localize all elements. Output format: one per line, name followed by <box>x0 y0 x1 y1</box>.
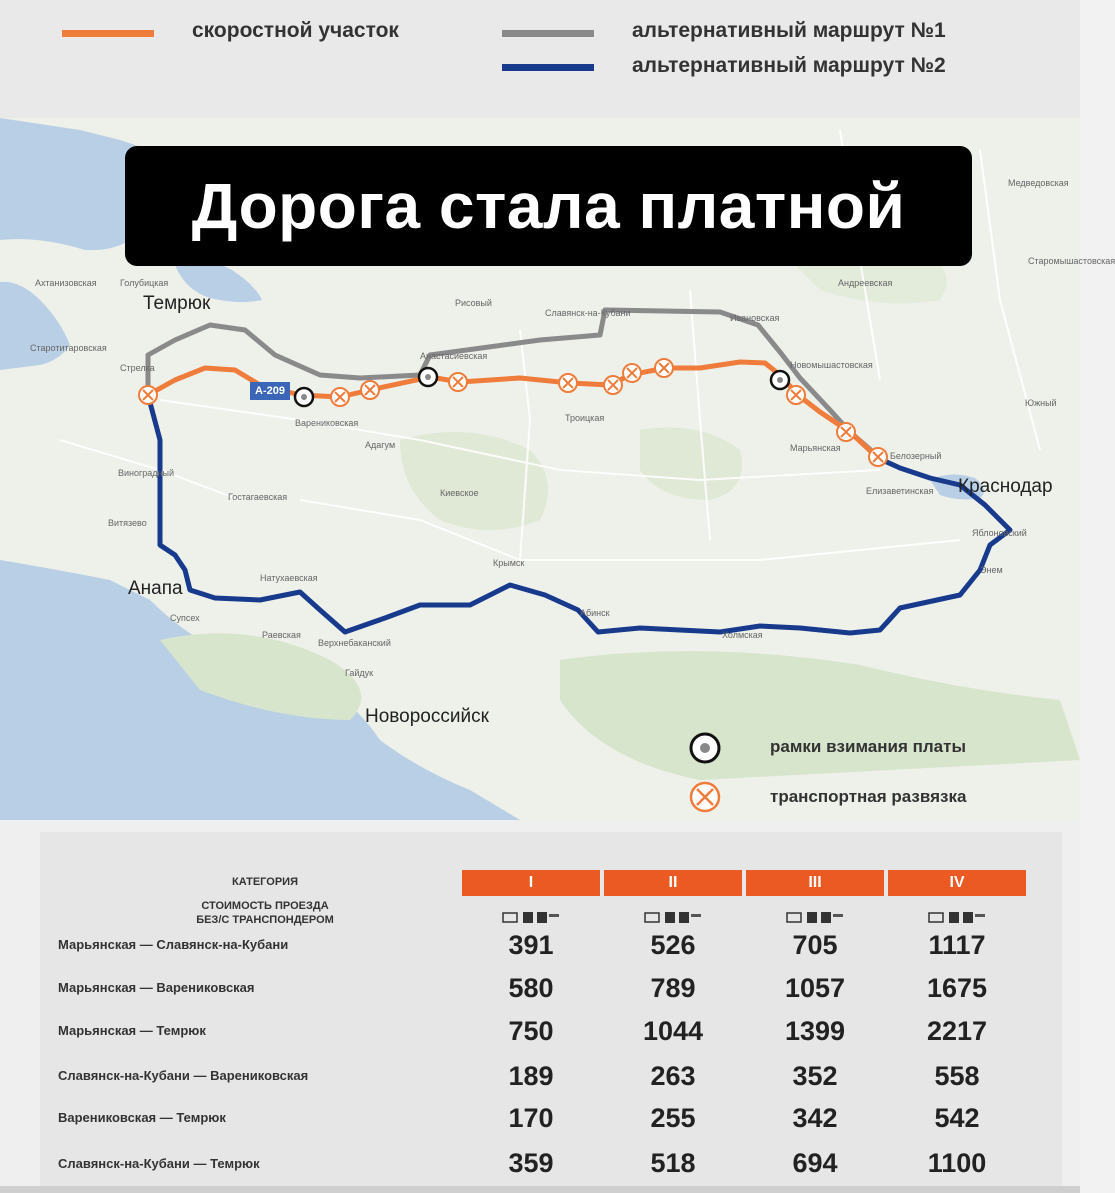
place-label: Варениковская <box>295 418 359 428</box>
toll-frame-icon <box>419 368 437 386</box>
transponder-icons <box>462 906 600 928</box>
interchange-icon <box>361 381 379 399</box>
interchange-legend-label: транспортная развязка <box>770 787 967 806</box>
place-label: Адагум <box>365 440 396 450</box>
price-cell: 359 <box>508 1148 554 1178</box>
title-banner <box>125 146 972 266</box>
price-cell: 391 <box>508 930 554 960</box>
category-heading: КАТЕГОРИЯ <box>232 876 298 888</box>
place-label: Ахтанизовская <box>35 278 97 288</box>
place-label: Верхнебаканский <box>318 638 391 648</box>
city-anapa: Анапа <box>128 578 183 599</box>
place-label: Витязево <box>108 518 147 528</box>
city-temryuk: Темрюк <box>143 293 211 314</box>
price-cell: 694 <box>792 1148 838 1178</box>
interchange-icon <box>139 386 157 404</box>
price-cell: 558 <box>934 1061 980 1091</box>
place-label: Ивановская <box>730 313 780 323</box>
place-label: Старотитаровская <box>30 343 107 353</box>
transponder-icons <box>746 906 884 928</box>
route-label: Славянск-на-Кубани — Варениковская <box>58 1068 309 1083</box>
interchange-icon <box>623 364 641 382</box>
route-label: Марьянская — Темрюк <box>58 1023 206 1038</box>
place-label: Энем <box>980 565 1003 575</box>
price-cell: 526 <box>650 930 696 960</box>
price-cell: 189 <box>508 1061 554 1091</box>
city-krasnodar: Краснодар <box>958 476 1053 497</box>
alt-route-1-label: альтернативный маршрут №1 <box>632 19 946 42</box>
price-cell: 263 <box>650 1061 696 1091</box>
route-legend <box>0 0 1080 118</box>
place-label: Абинск <box>580 608 610 618</box>
price-cell: 750 <box>508 1016 554 1046</box>
place-label: Марьянская <box>790 443 841 453</box>
toll-frame-legend-icon <box>691 734 719 762</box>
table-card <box>40 832 1062 1187</box>
category-2-header: II <box>604 870 742 896</box>
route-label: Марьянская — Славянск-на-Кубани <box>58 937 289 952</box>
toll-frame-legend-label: рамки взимания платы <box>770 737 966 756</box>
place-label: Гостагаевская <box>228 492 288 502</box>
banner-title: Дорога стала платной <box>191 170 906 242</box>
toll-frame-icon <box>771 371 789 389</box>
transponder-icon <box>501 909 561 925</box>
interchange-icon <box>604 376 622 394</box>
place-label: Холмская <box>722 630 763 640</box>
place-label: Анастасиевская <box>420 351 488 361</box>
alt-route-1-swatch <box>502 30 594 37</box>
fast-section-label: скоростной участок <box>192 19 399 42</box>
category-1-header: I <box>462 870 600 896</box>
place-label: Славянск-на-Кубани <box>545 308 631 318</box>
price-cell: 789 <box>650 973 696 1003</box>
category-4-header: IV <box>888 870 1026 896</box>
transponder-icon <box>927 909 987 925</box>
route-label: Славянск-на-Кубани — Темрюк <box>58 1156 260 1171</box>
place-label: Старомышастовская <box>1028 256 1115 266</box>
interchange-icon <box>869 448 887 466</box>
price-cell: 580 <box>508 973 554 1003</box>
place-label: Голубицкая <box>120 278 169 288</box>
place-label: Раевская <box>262 630 301 640</box>
toll-frame-icon <box>295 388 313 406</box>
price-cell: 542 <box>934 1103 980 1133</box>
place-label: Южный <box>1025 398 1057 408</box>
place-label: Супсех <box>170 613 200 623</box>
fast-section-swatch <box>62 30 154 37</box>
price-cell: 1399 <box>784 1016 846 1046</box>
cost-heading-line1: СТОИМОСТЬ ПРОЕЗДА <box>201 900 329 912</box>
place-label: Крымск <box>493 558 525 568</box>
road-badge-label: А-209 <box>255 385 285 397</box>
price-cell: 2217 <box>926 1016 988 1046</box>
place-label: Виноградный <box>118 468 175 478</box>
toll-price-table <box>0 820 1080 1193</box>
interchange-legend-icon <box>691 783 719 811</box>
place-label: Стрелка <box>120 363 155 373</box>
price-cell: 170 <box>508 1103 554 1133</box>
interchange-icon <box>559 374 577 392</box>
place-label: Троицкая <box>565 413 605 423</box>
place-label: Гайдук <box>345 668 374 678</box>
transponder-icon <box>643 909 703 925</box>
route-label: Варениковская — Темрюк <box>58 1110 226 1125</box>
transponder-icons <box>604 906 742 928</box>
cost-heading-line2: БЕЗ/С ТРАНСПОНДЕРОМ <box>196 914 334 926</box>
price-cell: 1117 <box>928 930 986 960</box>
place-label: Медведовская <box>1008 178 1069 188</box>
price-cell: 518 <box>650 1148 696 1178</box>
place-label: Новомышастовская <box>790 360 873 370</box>
transponder-icons <box>888 906 1026 928</box>
category-3-header: III <box>746 870 884 896</box>
price-cell: 1057 <box>784 973 846 1003</box>
interchange-icon <box>787 386 805 404</box>
price-cell: 342 <box>792 1103 838 1133</box>
alt-route-2-label: альтернативный маршрут №2 <box>632 54 946 77</box>
place-label: Рисовый <box>455 298 492 308</box>
alt-route-2-swatch <box>502 64 594 71</box>
price-cell: 705 <box>792 930 838 960</box>
route-label: Марьянская — Варениковская <box>58 980 255 995</box>
interchange-icon <box>449 373 467 391</box>
price-cell: 1100 <box>927 1148 987 1178</box>
place-label: Елизаветинская <box>866 486 934 496</box>
city-novorossiysk: Новороссийск <box>365 706 489 727</box>
interchange-icon <box>655 359 673 377</box>
place-label: Киевское <box>440 488 479 498</box>
place-label: Андреевская <box>838 278 893 288</box>
place-label: Натухаевская <box>260 573 318 583</box>
place-label: Белозерный <box>890 451 942 461</box>
transponder-icon <box>785 909 845 925</box>
interchange-icon <box>837 423 855 441</box>
price-cell: 1044 <box>642 1016 704 1046</box>
price-cell: 255 <box>650 1103 696 1133</box>
interchange-icon <box>331 388 349 406</box>
price-cell: 352 <box>792 1061 838 1091</box>
place-label: Яблоновский <box>972 528 1027 538</box>
bottom-divider <box>0 1186 1080 1193</box>
price-cell: 1675 <box>926 973 988 1003</box>
